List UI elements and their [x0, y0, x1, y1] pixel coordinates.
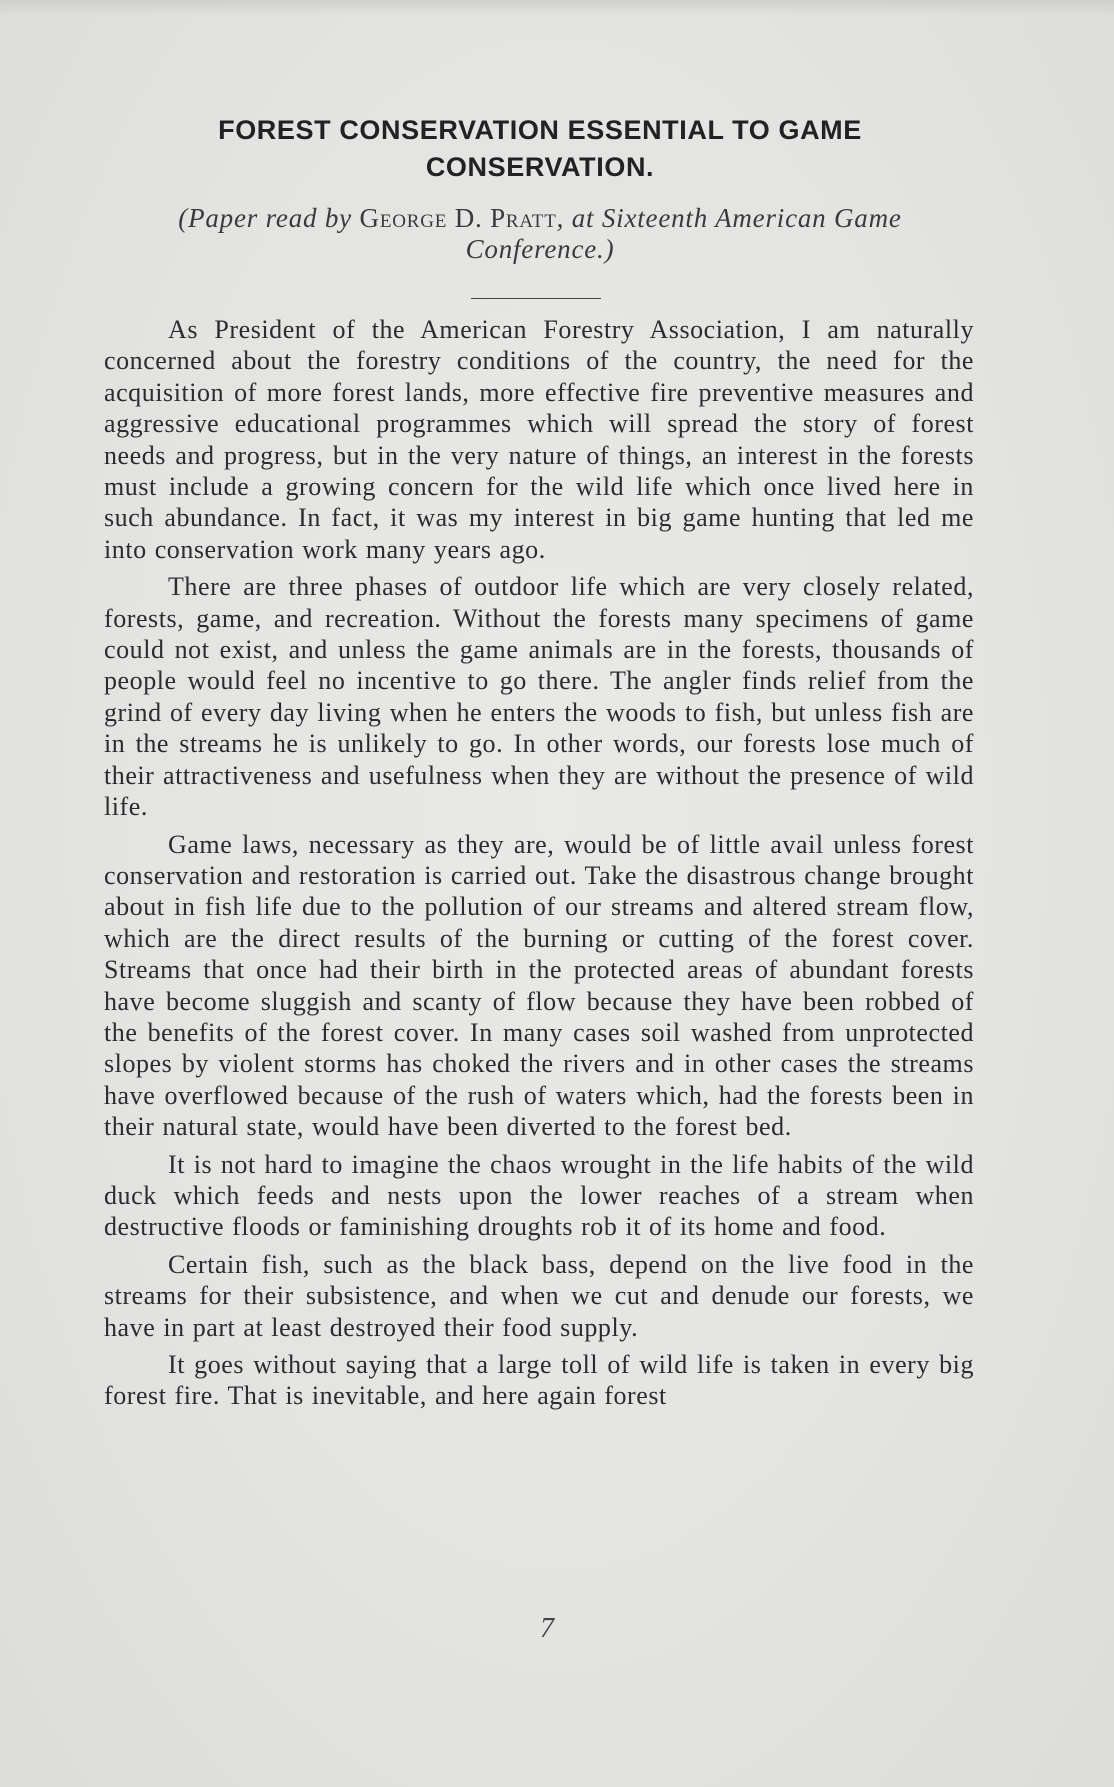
- article-byline: [120, 203, 960, 265]
- byline-suffix: , at Sixteenth American Game Conference.): [465, 203, 902, 264]
- article-body: [104, 314, 974, 1418]
- paragraph-2: There are three phases of outdoor life which are very closely related, forests, game, and recreation. Without the forests many specimens of game could not exist, and unless the game animals are in the forests, thousands of people would feel no incentive to go there. The angler finds relief from the grind of every day living when he enters the woods to fish, but unless fish are in the streams he is unlikely to go. In other words, our forests lose much of their attractiveness and usefulness when they are without the presence of wild life.: [104, 572, 974, 822]
- page-top-edge: [0, 0, 1114, 16]
- paragraph-4: It is not hard to imagine the chaos wrought in the life habits of the wild duck which feeds and nests upon the lower reaches of a stream when destructive floods or faminishing droughts rob it of its home and food.: [104, 1149, 974, 1242]
- paragraph-6: It goes without saying that a large toll of wild life is taken in every big forest fire. That is inevitable, and here again forest: [104, 1350, 974, 1411]
- paragraph-3: Game laws, necessary as they are, would be of little avail unless forest conservation and restoration is carried out. Take the disastrous change brought about in fish life due to the pollution of our streams and altered stream flow, which are the direct results of the burning or cutting of the forest cover. Streams that once had their birth in the protected areas of abundant forests have become sluggish and scanty of flow because they have been robbed of the benefits of the forest cover. In many cases soil washed from unprotected slopes by violent storms has choked the rivers and in other cases the streams have overflowed because of the rush of waters which, had the forests been in their natural state, would have been diverted to the forest bed.: [104, 829, 974, 1142]
- paragraph-5: Certain fish, such as the black bass, depend on the live food in the streams for their subsistence, and when we cut and denude our forests, we have in part at least destroyed their food supply.: [104, 1249, 974, 1342]
- paragraph-1: As President of the American Forestry Association, I am naturally concerned about the forestry conditions of the country, the need for the acquisition of more forest lands, more effective fire preventive measures and aggressive educational programmes which will spread the story of forest needs and progress, but in the very nature of things, an interest in the forests must include a growing concern for the wild life which once lived here in such abundance. In fact, it was my interest in big game hunting that led me into conservation work many years ago.: [104, 315, 974, 564]
- page-number: 7: [540, 1613, 554, 1644]
- byline-author: George D. Pratt: [359, 203, 557, 233]
- article-title: FOREST CONSERVATION ESSENTIAL TO GAME CONSERVATION.: [218, 115, 862, 182]
- byline-prefix: (Paper read by: [178, 203, 352, 233]
- title-divider: [471, 298, 601, 299]
